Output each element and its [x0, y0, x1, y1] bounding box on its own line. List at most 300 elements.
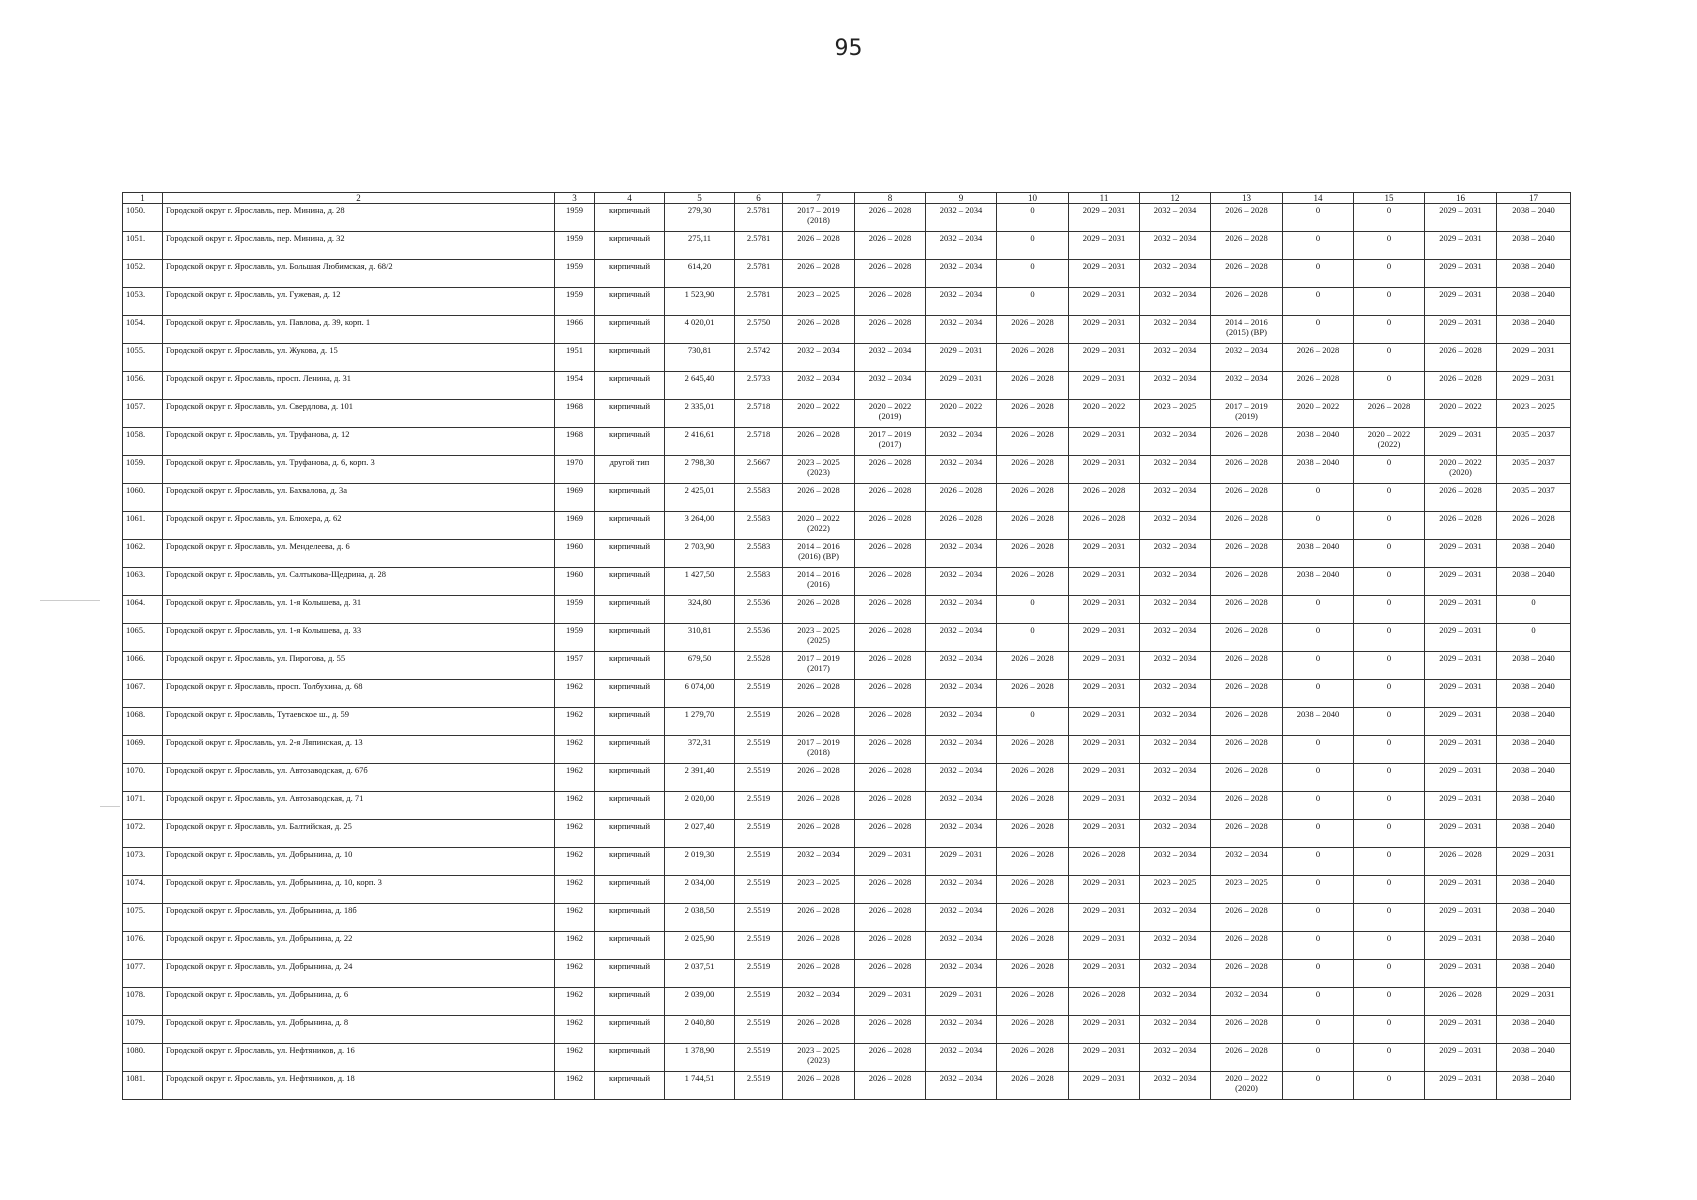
table-cell: 2038 – 2040 [1497, 820, 1571, 848]
row-number-cell: 1057. [123, 400, 163, 428]
table-cell: 2026 – 2028 [1211, 764, 1283, 792]
table-row [123, 400, 1571, 428]
table-cell: 1960 [555, 568, 595, 596]
table-cell: 2029 – 2031 [1425, 764, 1497, 792]
table-cell: 2032 – 2034 [1140, 428, 1211, 456]
table-cell: 1962 [555, 1044, 595, 1072]
table-cell: 2026 – 2028 [783, 820, 855, 848]
table-cell: 2032 – 2034 [926, 736, 997, 764]
table-cell: 2026 – 2028 [1497, 512, 1571, 540]
table-cell: 2.5781 [735, 260, 783, 288]
table-cell: 2038 – 2040 [1497, 1044, 1571, 1072]
column-header-2: 2 [163, 193, 555, 204]
table-cell: 0 [1354, 792, 1425, 820]
table-cell: 2 391,40 [665, 764, 735, 792]
table-cell: 2026 – 2028 [926, 484, 997, 512]
table-cell: 2029 – 2031 [1425, 736, 1497, 764]
table-cell: 1960 [555, 540, 595, 568]
table-cell: 1962 [555, 1016, 595, 1044]
table-cell: 2026 – 2028 [855, 456, 926, 484]
table-cell: 2026 – 2028 [1211, 288, 1283, 316]
table-cell: 0 [1283, 764, 1354, 792]
column-header-12: 12 [1140, 193, 1211, 204]
table-cell: 2038 – 2040 [1497, 568, 1571, 596]
address-cell: Городской округ г. Ярославль, ул. Труфанова, д. 12 [163, 428, 555, 456]
table-cell: 2023 – 2025 (2025) [783, 624, 855, 652]
table-cell: 6 074,00 [665, 680, 735, 708]
table-row [123, 932, 1571, 960]
table-cell: кирпичный [595, 764, 665, 792]
table-cell: 2029 – 2031 [1425, 288, 1497, 316]
table-cell: кирпичный [595, 568, 665, 596]
table-cell: 2026 – 2028 [855, 960, 926, 988]
table-cell: 2038 – 2040 [1497, 764, 1571, 792]
table-cell: кирпичный [595, 736, 665, 764]
table-cell: 2032 – 2034 [1140, 736, 1211, 764]
table-cell: 1959 [555, 624, 595, 652]
table-cell: 2029 – 2031 [1497, 344, 1571, 372]
table-cell: 2032 – 2034 [926, 428, 997, 456]
table-cell: 0 [1354, 1044, 1425, 1072]
table-cell: 2.5519 [735, 680, 783, 708]
table-cell: 2029 – 2031 [1069, 260, 1140, 288]
table-cell: 1962 [555, 960, 595, 988]
table-row [123, 736, 1571, 764]
table-cell: 2.5519 [735, 1072, 783, 1100]
table-cell: 2038 – 2040 [1497, 232, 1571, 260]
table-cell: 2032 – 2034 [926, 624, 997, 652]
table-cell: 2026 – 2028 [997, 792, 1069, 820]
table-cell: 2029 – 2031 [1069, 232, 1140, 260]
column-header-10: 10 [997, 193, 1069, 204]
row-number-cell: 1060. [123, 484, 163, 512]
table-cell: 2029 – 2031 [1069, 708, 1140, 736]
row-number-cell: 1071. [123, 792, 163, 820]
table-cell: 2026 – 2028 [997, 540, 1069, 568]
table-cell: 1 744,51 [665, 1072, 735, 1100]
table-cell: 2026 – 2028 [1211, 260, 1283, 288]
table-cell: 2038 – 2040 [1497, 876, 1571, 904]
table-cell: 2014 – 2016 (2015) (ВР) [1211, 316, 1283, 344]
table-cell: 2029 – 2031 [1425, 708, 1497, 736]
table-cell: 1957 [555, 652, 595, 680]
table-cell: 2038 – 2040 [1497, 1016, 1571, 1044]
table-cell: 2026 – 2028 [1211, 792, 1283, 820]
table-row [123, 568, 1571, 596]
table-cell: 2020 – 2022 [783, 400, 855, 428]
table-cell: 2026 – 2028 [997, 736, 1069, 764]
table-cell: 2026 – 2028 [1211, 596, 1283, 624]
table-cell: 2023 – 2025 [1497, 400, 1571, 428]
table-row [123, 540, 1571, 568]
table-cell: 2 027,40 [665, 820, 735, 848]
address-cell: Городской округ г. Ярославль, ул. Труфанова, д. 6, корп. 3 [163, 456, 555, 484]
table-cell: 2020 – 2022 (2022) [1354, 428, 1425, 456]
table-cell: 2038 – 2040 [1497, 708, 1571, 736]
row-number-cell: 1055. [123, 344, 163, 372]
table-cell: 0 [1283, 848, 1354, 876]
table-cell: кирпичный [595, 260, 665, 288]
table-cell: 2038 – 2040 [1497, 960, 1571, 988]
table-cell: 2032 – 2034 [1140, 932, 1211, 960]
table-cell: кирпичный [595, 820, 665, 848]
table-cell: кирпичный [595, 232, 665, 260]
table-cell: 2026 – 2028 [997, 876, 1069, 904]
table-cell: 2032 – 2034 [1140, 484, 1211, 512]
table-cell: 3 264,00 [665, 512, 735, 540]
table-cell: 2029 – 2031 [1069, 764, 1140, 792]
table-cell: 2029 – 2031 [1425, 792, 1497, 820]
table-cell: 2.5519 [735, 820, 783, 848]
table-cell: 2029 – 2031 [1425, 820, 1497, 848]
table-cell: 0 [997, 232, 1069, 260]
table-cell: 2026 – 2028 [997, 400, 1069, 428]
table-row [123, 260, 1571, 288]
table-cell: 2026 – 2028 [855, 540, 926, 568]
table-cell: 2.5519 [735, 1044, 783, 1072]
table-cell: 2038 – 2040 [1497, 316, 1571, 344]
table-row [123, 512, 1571, 540]
table-cell: 2020 – 2022 (2019) [855, 400, 926, 428]
table-cell: 2038 – 2040 [1497, 904, 1571, 932]
row-number-cell: 1075. [123, 904, 163, 932]
table-cell: 2029 – 2031 [1425, 596, 1497, 624]
table-cell: 2026 – 2028 [1211, 512, 1283, 540]
table-cell: 0 [1283, 260, 1354, 288]
table-row [123, 820, 1571, 848]
table-cell: 2029 – 2031 [1425, 960, 1497, 988]
table-cell: 2023 – 2025 [1140, 400, 1211, 428]
table-cell: 2032 – 2034 [926, 708, 997, 736]
address-cell: Городской округ г. Ярославль, ул. Добрынина, д. 22 [163, 932, 555, 960]
table-cell: 2026 – 2028 [1425, 484, 1497, 512]
table-cell: кирпичный [595, 1016, 665, 1044]
row-number-cell: 1073. [123, 848, 163, 876]
table-cell: 2032 – 2034 [1140, 1016, 1211, 1044]
table-cell: 2026 – 2028 [997, 1016, 1069, 1044]
column-header-8: 8 [855, 193, 926, 204]
address-cell: Городской округ г. Ярославль, ул. Свердлова, д. 101 [163, 400, 555, 428]
table-row [123, 764, 1571, 792]
table-row [123, 792, 1571, 820]
table-cell: 2038 – 2040 [1497, 932, 1571, 960]
column-header-14: 14 [1283, 193, 1354, 204]
table-cell: 2032 – 2034 [1211, 848, 1283, 876]
table-cell: 2032 – 2034 [926, 1016, 997, 1044]
table-cell: 2.5733 [735, 372, 783, 400]
table-cell: 0 [1283, 232, 1354, 260]
table-cell: 1959 [555, 260, 595, 288]
table-cell: 2.5528 [735, 652, 783, 680]
table-cell: кирпичный [595, 1072, 665, 1100]
row-number-cell: 1068. [123, 708, 163, 736]
table-cell: 0 [1354, 372, 1425, 400]
table-cell: 2032 – 2034 [926, 960, 997, 988]
table-cell: 0 [997, 708, 1069, 736]
table-cell: 2032 – 2034 [783, 372, 855, 400]
table-cell: 2.5781 [735, 232, 783, 260]
table-cell: 0 [1354, 512, 1425, 540]
address-cell: Городской округ г. Ярославль, ул. Добрынина, д. 24 [163, 960, 555, 988]
table-cell: 2032 – 2034 [783, 344, 855, 372]
table-cell: 0 [1354, 1016, 1425, 1044]
table-cell: 2032 – 2034 [1140, 624, 1211, 652]
table-cell: 2026 – 2028 [783, 232, 855, 260]
table-cell: 2026 – 2028 [855, 624, 926, 652]
table-cell: 2 703,90 [665, 540, 735, 568]
table-cell: 2023 – 2025 (2023) [783, 1044, 855, 1072]
table-cell: 2.5536 [735, 624, 783, 652]
row-number-cell: 1070. [123, 764, 163, 792]
table-cell: 2026 – 2028 [783, 904, 855, 932]
table-cell: кирпичный [595, 876, 665, 904]
table-cell: 2026 – 2028 [855, 596, 926, 624]
table-cell: 2.5519 [735, 960, 783, 988]
table-cell: кирпичный [595, 344, 665, 372]
table-cell: 2032 – 2034 [1140, 456, 1211, 484]
row-number-cell: 1081. [123, 1072, 163, 1100]
table-cell: другой тип [595, 456, 665, 484]
table-cell: 2029 – 2031 [855, 848, 926, 876]
table-cell: 1962 [555, 876, 595, 904]
table-cell: 2035 – 2037 [1497, 456, 1571, 484]
address-cell: Городской округ г. Ярославль, ул. Добрынина, д. 10 [163, 848, 555, 876]
table-cell: 2020 – 2022 (2022) [783, 512, 855, 540]
row-number-cell: 1064. [123, 596, 163, 624]
row-number-cell: 1077. [123, 960, 163, 988]
address-cell: Городской округ г. Ярославль, пер. Минина, д. 28 [163, 204, 555, 232]
table-cell: 2026 – 2028 [1069, 484, 1140, 512]
table-cell: 2038 – 2040 [1283, 456, 1354, 484]
table-row [123, 288, 1571, 316]
row-number-cell: 1062. [123, 540, 163, 568]
table-cell: 0 [1283, 596, 1354, 624]
table-cell: 0 [1283, 652, 1354, 680]
table-cell: кирпичный [595, 400, 665, 428]
table-header [123, 193, 1571, 204]
table-cell: 0 [1354, 932, 1425, 960]
table-cell: 2020 – 2022 (2020) [1425, 456, 1497, 484]
table-cell: 2026 – 2028 [855, 652, 926, 680]
table-row [123, 652, 1571, 680]
table-cell: 275,11 [665, 232, 735, 260]
table-cell: 1962 [555, 848, 595, 876]
table-row [123, 316, 1571, 344]
column-header-15: 15 [1354, 193, 1425, 204]
table-cell: 2032 – 2034 [1140, 260, 1211, 288]
table-cell: 2026 – 2028 [1211, 456, 1283, 484]
table-cell: 2032 – 2034 [1140, 1044, 1211, 1072]
table-cell: 2026 – 2028 [997, 344, 1069, 372]
table-cell: 2029 – 2031 [1069, 456, 1140, 484]
table-cell: 0 [1354, 484, 1425, 512]
table-cell: 2026 – 2028 [1211, 1016, 1283, 1044]
table-cell: 2032 – 2034 [1140, 820, 1211, 848]
row-number-cell: 1056. [123, 372, 163, 400]
table-cell: 2026 – 2028 [855, 736, 926, 764]
column-header-3: 3 [555, 193, 595, 204]
table-cell: 2029 – 2031 [1069, 288, 1140, 316]
table-cell: 1 427,50 [665, 568, 735, 596]
table-cell: 2029 – 2031 [1425, 232, 1497, 260]
table-cell: 2.5583 [735, 540, 783, 568]
table-cell: 2029 – 2031 [1425, 1072, 1497, 1100]
table-cell: 2 037,51 [665, 960, 735, 988]
table-row [123, 456, 1571, 484]
table-cell: 2014 – 2016 (2016) (ВР) [783, 540, 855, 568]
table-cell: 2032 – 2034 [1140, 792, 1211, 820]
table-cell: 2026 – 2028 [855, 876, 926, 904]
row-number-cell: 1074. [123, 876, 163, 904]
table-cell: 2032 – 2034 [1140, 568, 1211, 596]
table-cell: 2026 – 2028 [783, 1072, 855, 1100]
address-cell: Городской округ г. Ярославль, ул. 1-я Колышева, д. 31 [163, 596, 555, 624]
table-cell: 2029 – 2031 [1425, 932, 1497, 960]
address-cell: Городской округ г. Ярославль, ул. Балтийская, д. 25 [163, 820, 555, 848]
column-header-5: 5 [665, 193, 735, 204]
table-cell: 2032 – 2034 [926, 904, 997, 932]
table-cell: 0 [1354, 848, 1425, 876]
table-cell: кирпичный [595, 792, 665, 820]
table-cell: 2 040,80 [665, 1016, 735, 1044]
table-cell: 2017 – 2019 (2017) [855, 428, 926, 456]
table-cell: 2029 – 2031 [1069, 904, 1140, 932]
address-cell: Городской округ г. Ярославль, ул. Добрынина, д. 8 [163, 1016, 555, 1044]
table-cell: 2032 – 2034 [1140, 960, 1211, 988]
table-cell: 2029 – 2031 [1425, 316, 1497, 344]
table-cell: 2032 – 2034 [1140, 848, 1211, 876]
table-cell: 2029 – 2031 [1069, 680, 1140, 708]
address-cell: Городской округ г. Ярославль, ул. Автозаводская, д. 67б [163, 764, 555, 792]
table-cell: 2026 – 2028 [855, 484, 926, 512]
table-cell: 2 019,30 [665, 848, 735, 876]
table-cell: 2.5750 [735, 316, 783, 344]
row-number-cell: 1054. [123, 316, 163, 344]
table-cell: 2026 – 2028 [855, 568, 926, 596]
table-cell: 0 [1354, 988, 1425, 1016]
table-cell: 1 523,90 [665, 288, 735, 316]
table-cell: 0 [1283, 512, 1354, 540]
table-cell: 2032 – 2034 [783, 988, 855, 1016]
table-cell: 2026 – 2028 [783, 932, 855, 960]
table-cell: 2026 – 2028 [855, 792, 926, 820]
table-cell: 1 378,90 [665, 1044, 735, 1072]
table-cell: 2035 – 2037 [1497, 428, 1571, 456]
table-cell: 1962 [555, 708, 595, 736]
table-row [123, 344, 1571, 372]
table-cell: 0 [1354, 260, 1425, 288]
table-cell: 2026 – 2028 [1211, 960, 1283, 988]
table-cell: кирпичный [595, 988, 665, 1016]
table-cell: 2026 – 2028 [997, 764, 1069, 792]
table-cell: 324,80 [665, 596, 735, 624]
table-cell: 0 [1497, 624, 1571, 652]
table-cell: кирпичный [595, 652, 665, 680]
table-cell: 2014 – 2016 (2016) [783, 568, 855, 596]
table-cell: 0 [997, 204, 1069, 232]
table-cell: кирпичный [595, 960, 665, 988]
table-cell: 2032 – 2034 [1140, 764, 1211, 792]
table-cell: 2032 – 2034 [926, 540, 997, 568]
address-cell: Городской округ г. Ярославль, ул. Нефтяников, д. 18 [163, 1072, 555, 1100]
table-row [123, 708, 1571, 736]
table-cell: 0 [1497, 596, 1571, 624]
table-cell: 2032 – 2034 [926, 764, 997, 792]
table-cell: 0 [1354, 624, 1425, 652]
table-cell: 2032 – 2034 [1140, 344, 1211, 372]
table-cell: 2026 – 2028 [783, 764, 855, 792]
table-cell: 2026 – 2028 [997, 820, 1069, 848]
table-cell: 1959 [555, 204, 595, 232]
table-cell: 2038 – 2040 [1283, 540, 1354, 568]
table-cell: 2023 – 2025 [1211, 876, 1283, 904]
table-cell: 2026 – 2028 [855, 1072, 926, 1100]
column-header-13: 13 [1211, 193, 1283, 204]
table-row [123, 204, 1571, 232]
table-cell: 1962 [555, 1072, 595, 1100]
table-cell: 2.5583 [735, 512, 783, 540]
table-cell: 2026 – 2028 [783, 260, 855, 288]
table-cell: 2026 – 2028 [997, 848, 1069, 876]
table-cell: 2017 – 2019 (2017) [783, 652, 855, 680]
table-row [123, 372, 1571, 400]
table-cell: 2038 – 2040 [1283, 428, 1354, 456]
table-cell: 2020 – 2022 [1425, 400, 1497, 428]
table-cell: 2026 – 2028 [997, 680, 1069, 708]
table-cell: 0 [1283, 484, 1354, 512]
address-cell: Городской округ г. Ярославль, ул. Бахвалова, д. 3а [163, 484, 555, 512]
table-cell: 2.5519 [735, 988, 783, 1016]
table-cell: 2026 – 2028 [997, 428, 1069, 456]
table-cell: 1959 [555, 232, 595, 260]
table-cell: 0 [1354, 680, 1425, 708]
table-cell: 0 [1354, 652, 1425, 680]
row-number-cell: 1076. [123, 932, 163, 960]
table-cell: 2029 – 2031 [926, 372, 997, 400]
table-cell: 2026 – 2028 [1211, 232, 1283, 260]
table-cell: 2026 – 2028 [1283, 372, 1354, 400]
table-cell: 2026 – 2028 [1069, 988, 1140, 1016]
table-cell: 2029 – 2031 [1069, 1072, 1140, 1100]
table-cell: 2026 – 2028 [1211, 932, 1283, 960]
table-cell: 2.5718 [735, 428, 783, 456]
table-cell: 2029 – 2031 [1069, 876, 1140, 904]
header-row [123, 193, 1571, 204]
table-cell: кирпичный [595, 372, 665, 400]
table-cell: 2026 – 2028 [1425, 372, 1497, 400]
table-cell: 2026 – 2028 [1211, 652, 1283, 680]
table-cell: 2032 – 2034 [1140, 372, 1211, 400]
table-cell: 2 645,40 [665, 372, 735, 400]
table-cell: кирпичный [595, 1044, 665, 1072]
table-cell: 2032 – 2034 [1140, 316, 1211, 344]
table-cell: 0 [1354, 876, 1425, 904]
table-cell: 2029 – 2031 [1425, 428, 1497, 456]
table-cell: 2026 – 2028 [926, 512, 997, 540]
table-cell: 2038 – 2040 [1497, 680, 1571, 708]
table-cell: кирпичный [595, 848, 665, 876]
table-cell: 2026 – 2028 [855, 204, 926, 232]
table-cell: 2032 – 2034 [855, 344, 926, 372]
table-cell: 2032 – 2034 [1140, 288, 1211, 316]
table-cell: 2032 – 2034 [926, 232, 997, 260]
table-cell: кирпичный [595, 540, 665, 568]
table-cell: 2032 – 2034 [926, 792, 997, 820]
table-cell: 2032 – 2034 [926, 1072, 997, 1100]
table-cell: 2038 – 2040 [1283, 708, 1354, 736]
table-cell: 2029 – 2031 [926, 848, 997, 876]
table-cell: 2026 – 2028 [855, 512, 926, 540]
